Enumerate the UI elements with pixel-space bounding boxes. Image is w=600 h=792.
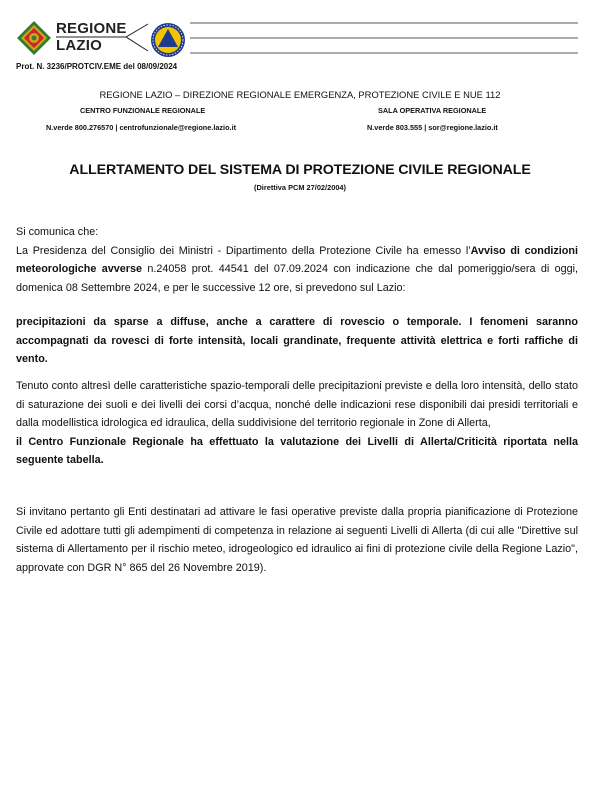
evaluation-statement: il Centro Funzionale Regionale ha effettuato la valutazione dei Livelli di Allerta/Criticità riportata nella seguente tabella.	[16, 435, 578, 467]
header-rules	[190, 22, 580, 56]
regione-lazio-wordmark	[56, 20, 150, 54]
context-paragraph	[16, 377, 578, 470]
office-heading: REGIONE LAZIO – DIREZIONE REGIONALE EMERGENZA, PROTEZIONE CIVILE E NUE 112	[99, 89, 501, 100]
document-subtitle: (Direttiva PCM 27/02/2004)	[253, 183, 346, 192]
advisory-title: Avviso di condizioni meteorologiche avverse	[16, 244, 578, 276]
document-title: ALLERTAMENTO DEL SISTEMA DI PROTEZIONE CIVILE REGIONALE	[69, 162, 531, 178]
sala-operativa-contact: N.verde 803.555 | sor@regione.lazio.it	[367, 123, 498, 132]
intro-paragraph	[16, 223, 578, 297]
brand-lazio: LAZIO	[56, 37, 102, 54]
protezione-civile-emblem	[150, 22, 186, 58]
sala-operativa-label: SALA OPERATIVA REGIONALE	[378, 106, 487, 115]
weather-forecast-paragraph: precipitazioni da sparse a diffuse, anche a carattere di rovescio o temporale. I fenomeni saranno accompagnati da rovesci di forte intensità, locali grandinate, frequente attività elettrica e forti raffiche di vento.	[16, 316, 578, 366]
invitation-paragraph: Si invitano pertanto gli Enti destinatari ad attivare le fasi operative previste dalla propria pianificazione di Protezione Civile ed adottare tutti gli adempimenti di competenza in relazione ai seguenti Livelli di Allerta (di cui alle "Direttive sul sistema di Allertamento per il rischio meteo, idrogeologico ed idraulico ai fini di protezione civile della Regione Lazio", approvate con DGR N° 865 del 26 Novembre 2019).	[16, 506, 578, 574]
centro-funzionale-label: CENTRO FUNZIONALE REGIONALE	[80, 106, 206, 115]
brand-regione: REGIONE	[56, 20, 127, 37]
protocol-number: Prot. N. 3236/PROTCIV.EME del 08/09/2024	[16, 62, 178, 71]
context-text: Tenuto conto altresì delle caratteristiche spazio-temporali delle precipitazioni previste e della loro intensità, dello stato di saturazione dei suoli e dei livelli dei corsi d’acqua, nonché delle indicazioni rese disponibili dai presidi territoriali e dalla modellistica idrologica ed idraulica, della suddivisione del territorio regionale in Zone di Allerta,	[16, 380, 578, 430]
intro-line: Si comunica che:	[16, 226, 99, 238]
brand-lines	[56, 20, 150, 54]
regione-lazio-crest	[16, 20, 52, 56]
centro-funzionale-contact: N.verde 800.276570 | centrofunzionale@regione.lazio.it	[46, 123, 237, 132]
advisory-text: La Presidenza del Consiglio dei Ministri - Dipartimento della Protezione Civile ha emesso l’Avviso di condizioni meteorologiche avverse n.24058 prot. 44541 del 07.09.2024 con indicazione che dal pomeriggio/sera di oggi, domenica 08 Settembre 2024, e per le successive 12 ore, si prevedono sul Lazio:	[16, 244, 579, 294]
